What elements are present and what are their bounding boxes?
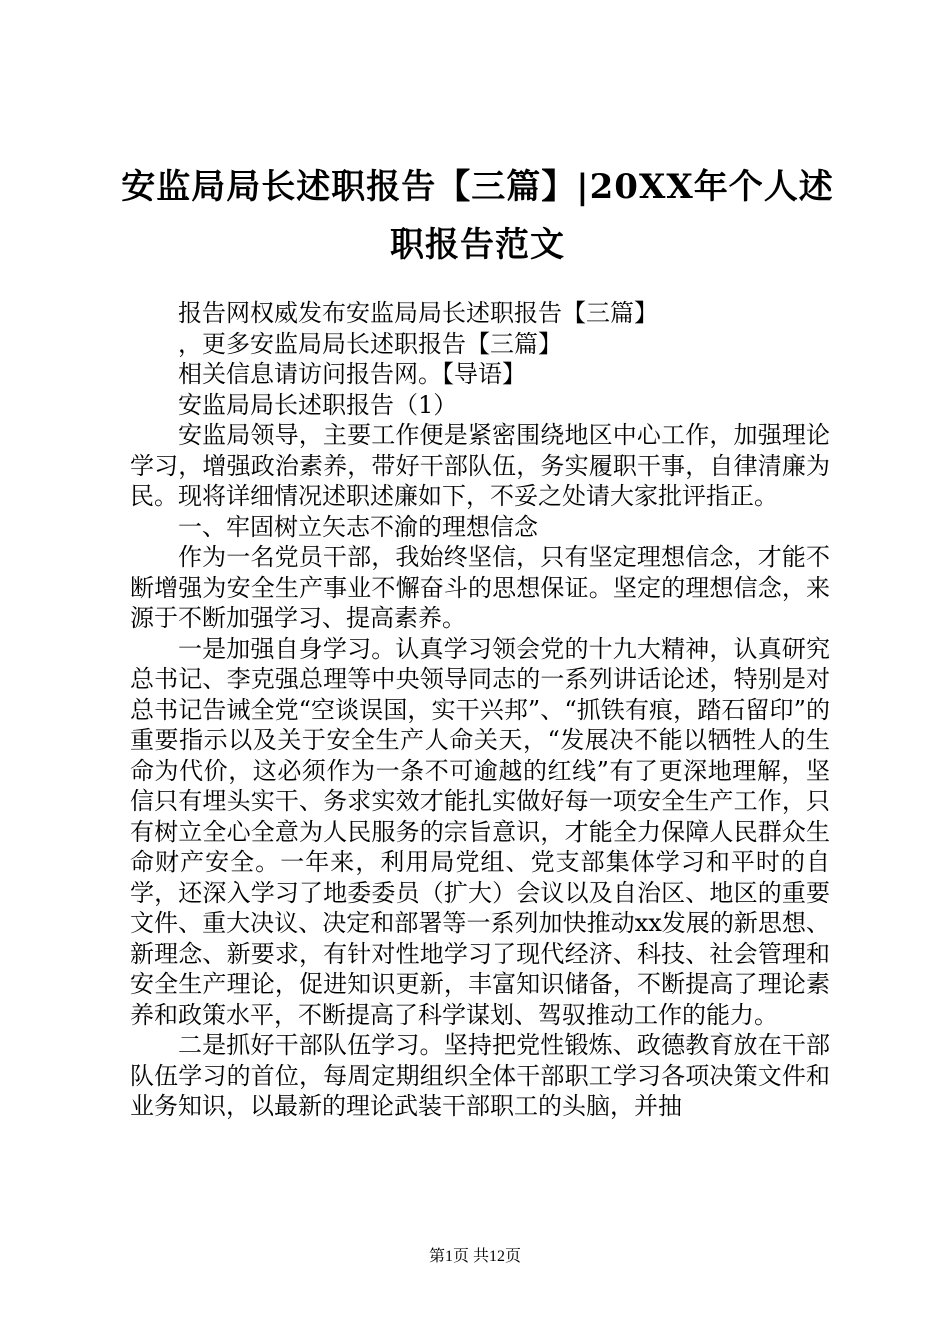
paragraph-overview: 安监局领导，主要工作便是紧密围绕地区中心工作，加强理论学习，增强政治素养，带好干部队伍，务实履职干事，自律清廉为民。现将详细情况述职述廉如下，不妥之处请大家批评指正。 [130,421,830,510]
intro-line-1: 报告网权威发布安监局局长述职报告【三篇】 [178,299,658,327]
paragraph-belief: 作为一名党员干部，我始终坚信，只有坚定理想信念，才能不断增强为安全生产事业不懈奋斗的思想保证。坚定的理想信念，来源于不断加强学习、提高素养。 [130,543,830,632]
document-body [130,298,830,1122]
title-line-1: 安监局局长述职报告【三篇】|20XX年个人述 [121,167,834,207]
paragraph-team-study: 二是抓好干部队伍学习。坚持把党性锻炼、政德教育放在干部队伍学习的首位，每周定期组织全体干部职工学习各项决策文件和业务知识，以最新的理论武装干部职工的头脑，并抽 [130,1031,830,1120]
title-line-2: 职报告范文 [390,225,565,265]
section-heading-1: 一、牢固树立矢志不渝的理想信念 [178,512,538,541]
section-heading-report-1: 安监局局长述职报告（1） [178,390,458,419]
page-footer: 第1页 共12页 [428,1248,521,1265]
document-title [120,158,835,274]
intro-line-3: 相关信息请访问报告网。【导语】 [178,360,526,388]
intro-line-2: ，更多安监局局长述职报告【三篇】 [178,329,562,358]
paragraph-self-study: 一是加强自身学习。认真学习领会党的十九大精神，认真研究总书记、李克强总理等中央领导同志的一系列讲话论述，特别是对总书记告诫全党“空谈误国，实干兴邦”、“抓铁有痕，踏石留印”的重要指示以及关于安全生产人命关天，“发展决不能以牺牲人的生命为代价，这必须作为一条不可逾越的红线”有了更深地理解，坚信只有埋头实干、务求实效才能扎实做好每一项安全生产工作，只有树立全心全意为人民服务的宗旨意识，才能全力保障人民群众生命财产安全。一年来，利用局党组、党支部集体学习和平时的自学，还深入学习了地委委员（扩大）会议以及自治区、地区的重要文件、重大决议、决定和部署等一系列加快推动xx发展的新思想、新理念、新要求，有针对性地学习了现代经济、科技、社会管理和安全生产理论，促进知识更新，丰富知识储备，不断提高了理论素养和政策水平，不断提高了科学谋划、驾驭推动工作的能力。 [130,634,830,1029]
